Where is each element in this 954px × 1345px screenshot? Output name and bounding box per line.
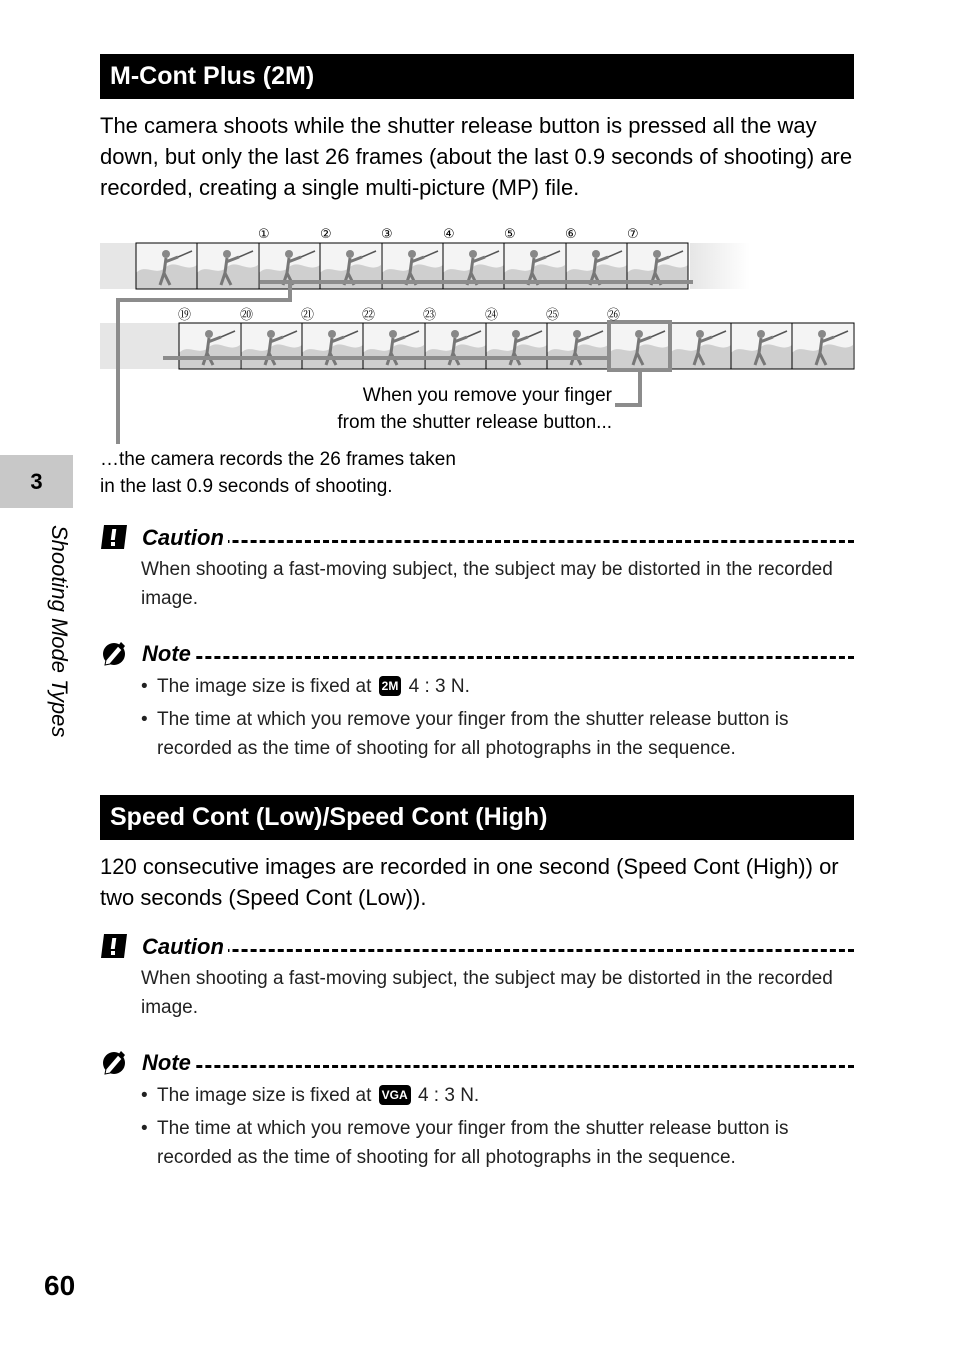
chapter-title-vertical: Shooting Mode Types (47, 525, 72, 738)
mcont-description: The camera shoots while the shutter release button is pressed all the way down, but only the last 26 frames (about the last 0.9 seconds of shooting) are recorded, creating a single multi-picture (MP) file. (100, 113, 853, 200)
note-bullet-shooting-time: • The time at which you remove your finger from the shutter release button is recorded as the time of shooting for all photographs in the sequence. (141, 1114, 841, 1172)
note-heading: Note (100, 1048, 854, 1078)
page-number: 60 (44, 1270, 76, 1301)
caution-icon (100, 524, 128, 550)
note-bullet-image-size: • The image size is fixed at VGA 4 : 3 N. (141, 1081, 841, 1110)
note-heading: Note (100, 639, 854, 669)
image-size-vga-icon: VGA (379, 1085, 411, 1105)
caution-text: When shooting a fast-moving subject, the subject may be distorted in the recorded image. (141, 968, 833, 1018)
bottom-frame-numbers: ⑲ ⑳ ㉑ ㉒ ㉓ ㉔ ㉕ ㉖ (178, 307, 621, 322)
records-caption: …the camera records the 26 frames taken in the last 0.9 seconds of shooting. (100, 449, 456, 497)
pencil-note-icon (100, 640, 128, 666)
image-size-2m-icon: 2M (379, 676, 402, 696)
bottom-frame-strip (179, 323, 854, 369)
note-bullet-image-size: • The image size is fixed at 2M 4 : 3 N. (141, 672, 841, 701)
chapter-tab: 3 (0, 455, 73, 508)
speed-cont-description: 120 consecutive images are recorded in one second (Speed Cont (High)) or two seconds (Speed Cont (Low)). (100, 854, 839, 910)
section-title-speed-cont: Speed Cont (Low)/Speed Cont (High) (100, 795, 854, 840)
release-caption: When you remove your finger from the shutter release button... (337, 385, 612, 433)
note-bullet-shooting-time: • The time at which you remove your finger from the shutter release button is recorded as the time of shooting for all photographs in the sequence. (141, 705, 841, 763)
section-title-mcont: M-Cont Plus (2M) (100, 54, 854, 99)
caution-heading: Caution (100, 932, 854, 962)
top-frame-numbers: ① ② ③ ④ ⑤ ⑥ ⑦ (258, 226, 639, 241)
caution-heading: Caution (100, 523, 854, 553)
pencil-note-icon (100, 1049, 128, 1075)
caution-icon (100, 933, 128, 959)
caution-text: When shooting a fast-moving subject, the subject may be distorted in the recorded image. (141, 559, 833, 609)
